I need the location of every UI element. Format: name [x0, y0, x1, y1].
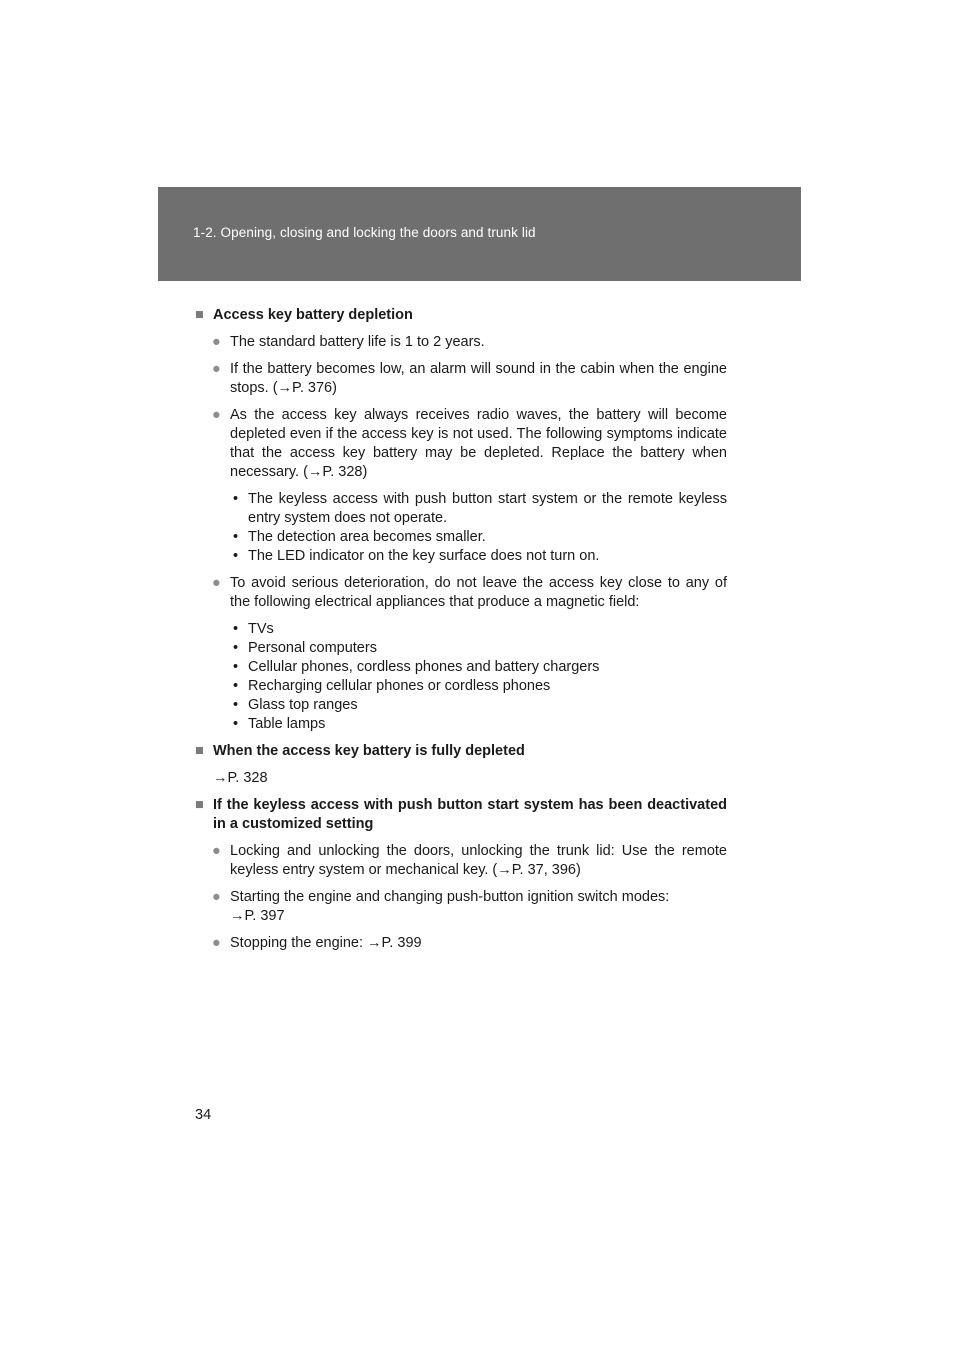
- sub-list-item: • Glass top ranges: [233, 696, 727, 715]
- symptom-list: [230, 490, 727, 566]
- section-fully-depleted: [195, 742, 727, 788]
- sub-list-item: • Personal computers: [233, 639, 727, 658]
- circle-bullet-icon: ●: [212, 935, 221, 951]
- list-item: ● To avoid serious deterioration, do not leave the access key close to any of the following electrical appliances that produce a magnetic field: • TVs • Personal computers • Cellular phones, cordless phones and battery chargers • Recharging cellular phones or cordless phones • Glass top ranges • Table lamps: [212, 574, 727, 734]
- square-bullet-icon: ■: [195, 743, 204, 759]
- circle-bullet-icon: ●: [212, 407, 221, 423]
- section-heading: ■ If the keyless access with push button start system has been deactivated in a customized setting: [195, 797, 727, 832]
- circle-bullet-icon: ●: [212, 843, 221, 859]
- sub-list-item: • Table lamps: [233, 715, 727, 734]
- circle-bullet-icon: ●: [212, 575, 221, 591]
- list-item: ● Stopping the engine: →P. 399: [212, 935, 422, 951]
- section-heading: ■ Access key battery depletion: [195, 307, 413, 323]
- appliance-list: [230, 620, 727, 734]
- list-item: ● If the battery becomes low, an alarm will sound in the cabin when the engine stops. (→P. 376): [212, 361, 727, 396]
- circle-bullet-icon: ●: [212, 361, 221, 377]
- list-item: ● Locking and unlocking the doors, unlocking the trunk lid: Use the remote keyless entry system or mechanical key. (→P. 37, 396): [212, 843, 727, 878]
- section-heading: ■ When the access key battery is fully depleted: [195, 743, 525, 759]
- sub-list-item: • TVs: [233, 620, 727, 639]
- square-bullet-icon: ■: [195, 307, 204, 323]
- sub-list-item: • The LED indicator on the key surface does not turn on.: [233, 547, 727, 566]
- page-number: 34: [195, 1107, 212, 1123]
- sub-list-item: • The keyless access with push button start system or the remote keyless entry system does not operate.: [233, 490, 727, 528]
- section-battery-depletion: [195, 306, 727, 734]
- chapter-title: 1-2. Opening, closing and locking the doors and trunk lid: [193, 225, 536, 240]
- list-item: ● The standard battery life is 1 to 2 years.: [212, 334, 485, 350]
- page-content: [195, 306, 727, 961]
- chapter-header-band: [158, 187, 801, 281]
- list-item: ● As the access key always receives radio waves, the battery will become depleted even if the access key is not used. The following symptoms indicate that the access key battery may be depleted. Replace the battery when necessary. (→P. 328) • The keyless access with push button start system or the remote keyless entry system does not operate. • The detection area becomes smaller. • The LED indicator on the key surface does not turn on.: [212, 406, 727, 566]
- square-bullet-icon: ■: [195, 797, 204, 813]
- section-deactivated-setting: [195, 796, 727, 953]
- sub-list-item: • Cellular phones, cordless phones and battery chargers: [233, 658, 727, 677]
- sub-list-item: • The detection area becomes smaller.: [233, 528, 727, 547]
- page-reference: →P. 397: [230, 908, 285, 924]
- circle-bullet-icon: ●: [212, 334, 221, 350]
- circle-bullet-icon: ●: [212, 889, 221, 905]
- sub-list-item: • Recharging cellular phones or cordless phones: [233, 677, 727, 696]
- page-reference: →P. 328: [213, 770, 268, 786]
- list-item: ● Starting the engine and changing push-button ignition switch modes: →P. 397: [212, 889, 670, 924]
